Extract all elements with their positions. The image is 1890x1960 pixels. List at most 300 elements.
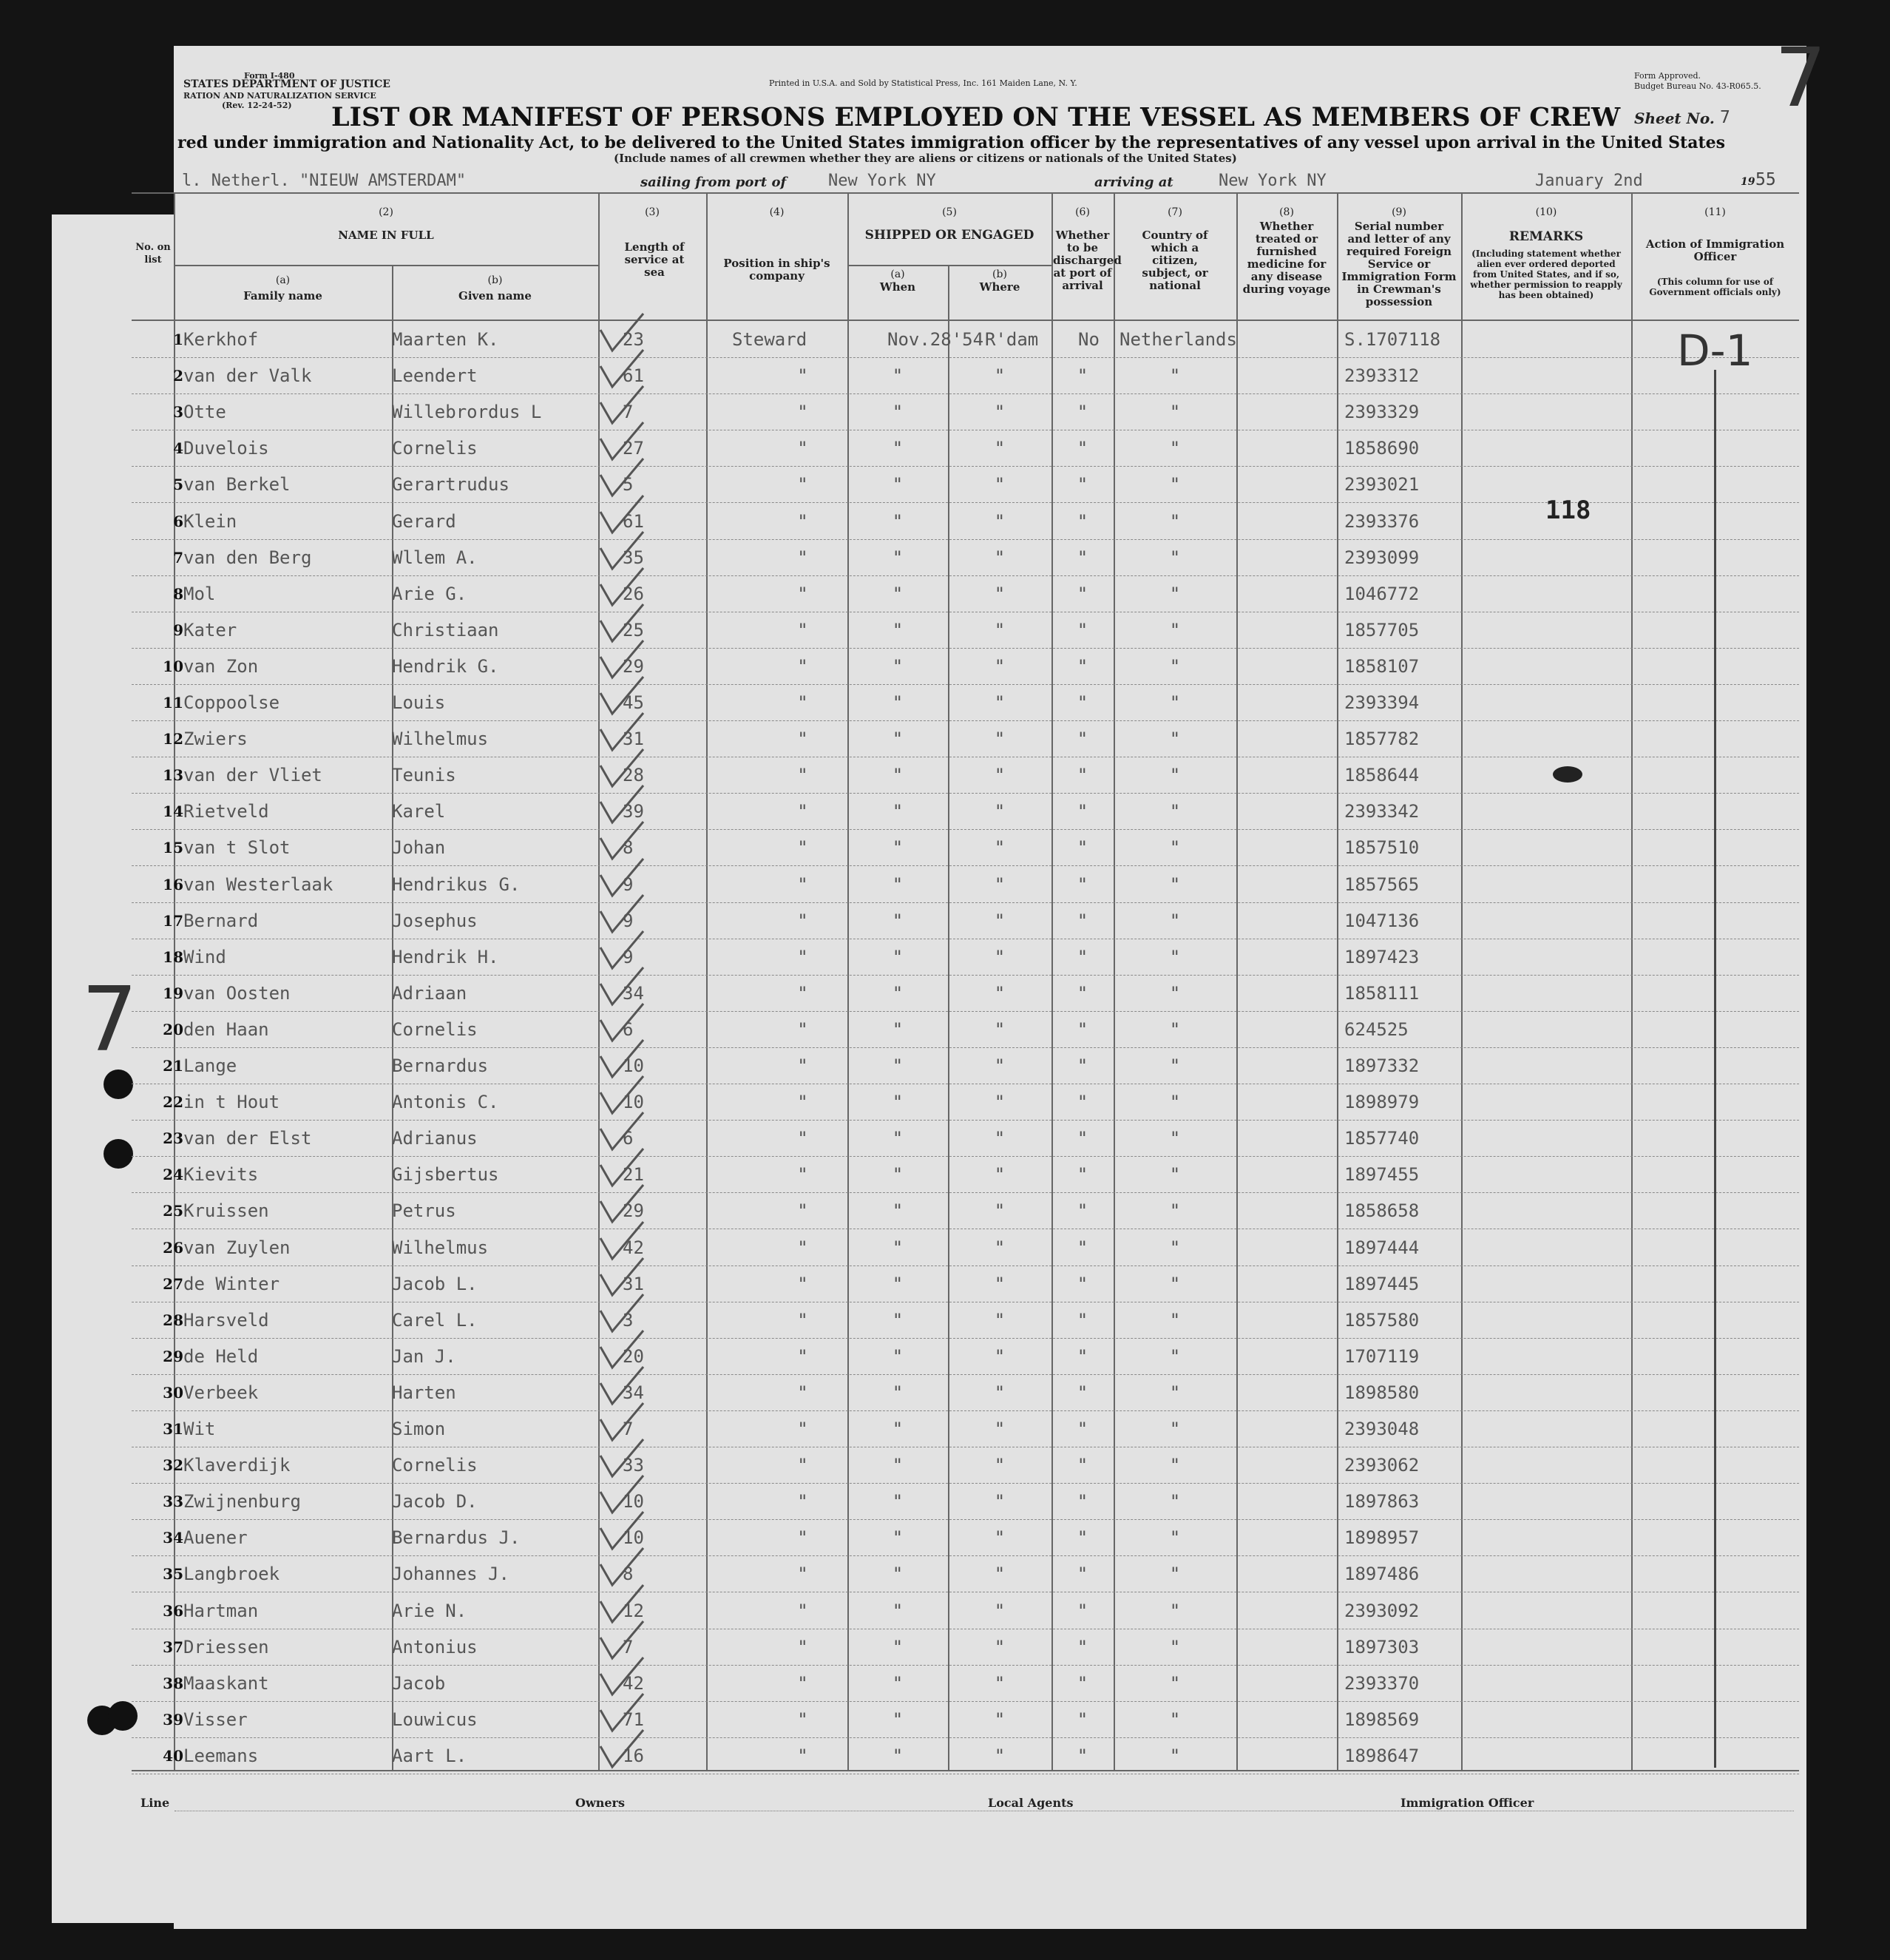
- cell-given-name: Arie N.: [392, 1600, 467, 1621]
- cell-when-engaged: ": [892, 982, 904, 1004]
- cell-given-name: Hendrik G.: [392, 655, 499, 677]
- cell-position: ": [797, 619, 808, 641]
- header-11-num: (11): [1704, 206, 1726, 218]
- cell-service-years: 10: [623, 1491, 644, 1513]
- cell-country: ": [1169, 583, 1181, 604]
- cell-country: ": [1169, 837, 1181, 859]
- cell-discharged: ": [1077, 1345, 1088, 1367]
- cell-discharged: ": [1077, 1200, 1088, 1222]
- cell-where-engaged: ": [994, 619, 1006, 641]
- cell-given-name: Jacob L.: [392, 1273, 478, 1294]
- cell-position: ": [797, 1745, 808, 1766]
- cell-position: ": [797, 1018, 808, 1040]
- header-where: Where: [979, 280, 1020, 294]
- cell-country: ": [1169, 1309, 1181, 1331]
- cell-when-engaged: ": [892, 1200, 904, 1222]
- cell-position: ": [797, 1672, 808, 1694]
- cell-service-years: 12: [623, 1600, 644, 1621]
- cell-service-years: 31: [623, 1273, 644, 1294]
- cell-family-name: Kerkhof: [183, 329, 259, 350]
- cell-position: ": [797, 1636, 808, 1657]
- cell-position: ": [797, 1345, 808, 1367]
- cell-discharged: ": [1077, 402, 1088, 423]
- cell-family-name: van der Valk: [183, 365, 312, 387]
- cell-position: ": [797, 438, 808, 459]
- cell-family-name: Otte: [183, 402, 226, 423]
- cell-position: ": [797, 837, 808, 859]
- cell-position: ": [797, 1455, 808, 1476]
- cell-discharged: ": [1077, 1600, 1088, 1621]
- cell-country: ": [1169, 1636, 1181, 1657]
- cell-row-number: 14: [163, 802, 183, 821]
- cell-row-number: 2: [173, 367, 183, 385]
- cell-serial-number: 1897332: [1344, 1055, 1420, 1076]
- cell-row-number: 24: [163, 1166, 183, 1184]
- cell-when-engaged: Nov.28'54: [887, 329, 984, 350]
- cell-country: ": [1169, 982, 1181, 1004]
- cell-position: ": [797, 801, 808, 822]
- cell-when-engaged: ": [892, 547, 904, 568]
- cell-position: ": [797, 1491, 808, 1513]
- header-country: Country of which a citizen, subject, or national: [1142, 229, 1208, 292]
- cell-where-engaged: ": [994, 547, 1006, 568]
- cell-row-number: 3: [173, 403, 183, 422]
- cell-when-engaged: ": [892, 1491, 904, 1513]
- header-4-number: [706, 206, 847, 219]
- header-given-name: Given name: [458, 289, 532, 303]
- cell-discharged: ": [1077, 474, 1088, 496]
- header-medicine: Whether treated or furnished medicine for any disease during voyage: [1242, 220, 1331, 296]
- cell-where-engaged: ": [994, 1491, 1006, 1513]
- cell-family-name: van Oosten: [183, 982, 291, 1004]
- table-row: [132, 1410, 1799, 1447]
- header-8-number: [1236, 206, 1337, 219]
- cell-where-engaged: ": [994, 1055, 1006, 1076]
- cell-country: ": [1169, 1055, 1181, 1076]
- cell-position: Steward: [732, 329, 807, 350]
- header-5b-num: (b): [992, 268, 1007, 280]
- header-5-num: (5): [942, 206, 957, 218]
- cell-service-years: 42: [623, 1237, 644, 1258]
- arriving-port: New York NY: [1219, 172, 1327, 190]
- cell-country: Netherlands: [1120, 329, 1237, 350]
- cell-serial-number: 1898580: [1344, 1382, 1420, 1403]
- cell-service-years: 10: [623, 1055, 644, 1076]
- cell-when-engaged: ": [892, 910, 904, 931]
- cell-discharged: ": [1077, 1055, 1088, 1076]
- cell-when-engaged: ": [892, 365, 904, 387]
- cell-country: ": [1169, 1128, 1181, 1149]
- cell-position: ": [797, 729, 808, 750]
- cell-discharged: ": [1077, 1491, 1088, 1513]
- cell-service-years: 7: [623, 402, 634, 423]
- cell-discharged: ": [1077, 1745, 1088, 1766]
- cell-given-name: Bernardus: [392, 1055, 489, 1076]
- cell-country: ": [1169, 910, 1181, 931]
- cell-where-engaged: ": [994, 1345, 1006, 1367]
- cell-country: ": [1169, 1164, 1181, 1186]
- table-row: [132, 1047, 1799, 1084]
- cell-when-engaged: ": [892, 1018, 904, 1040]
- header-2a-num: (a): [275, 274, 291, 286]
- cell-row-number: 21: [163, 1057, 183, 1075]
- cell-serial-number: 2393394: [1344, 692, 1420, 713]
- cell-family-name: van Zuylen: [183, 1237, 291, 1258]
- cell-country: ": [1169, 1382, 1181, 1403]
- cell-family-name: van Berkel: [183, 474, 291, 496]
- cell-where-engaged: ": [994, 1309, 1006, 1331]
- cell-serial-number: 1897444: [1344, 1237, 1420, 1258]
- header-5-number: [847, 206, 1051, 219]
- table-row: [132, 1265, 1799, 1302]
- footer-owners: Owners: [575, 1796, 625, 1810]
- cell-serial-number: 2393099: [1344, 547, 1420, 568]
- cell-service-years: 31: [623, 729, 644, 750]
- sheet-number: 7: [1720, 108, 1730, 127]
- header-3-num: (3): [645, 206, 660, 218]
- cell-given-name: Jacob D.: [392, 1491, 478, 1513]
- ink-smudge: [1553, 766, 1582, 783]
- cell-country: ": [1169, 1273, 1181, 1294]
- header-when: When: [879, 280, 916, 294]
- cell-country: ": [1169, 402, 1181, 423]
- cell-position: ": [797, 510, 808, 532]
- cell-family-name: Visser: [183, 1709, 248, 1730]
- cell-serial-number: 1897445: [1344, 1273, 1420, 1294]
- cell-given-name: Antonis C.: [392, 1092, 499, 1113]
- sailing-label: sailing from port of: [640, 175, 787, 190]
- cell-given-name: Hendrikus G.: [392, 873, 521, 895]
- cell-country: ": [1169, 1745, 1181, 1766]
- cell-service-years: 10: [623, 1092, 644, 1113]
- cell-service-years: 7: [623, 1419, 634, 1439]
- cell-family-name: den Haan: [183, 1018, 269, 1040]
- cell-serial-number: 1707119: [1344, 1345, 1420, 1367]
- cell-where-engaged: ": [994, 1200, 1006, 1222]
- cell-country: ": [1169, 510, 1181, 532]
- cell-serial-number: 2393342: [1344, 801, 1420, 822]
- cell-country: ": [1169, 365, 1181, 387]
- cell-given-name: Karel: [392, 801, 446, 822]
- cell-family-name: Duvelois: [183, 438, 269, 459]
- table-row: [132, 793, 1799, 830]
- cell-service-years: 34: [623, 982, 644, 1004]
- cell-when-engaged: ": [892, 1237, 904, 1258]
- cell-given-name: Cornelis: [392, 1455, 478, 1476]
- cell-discharged: ": [1077, 1564, 1088, 1585]
- table-row: [132, 393, 1799, 430]
- table-row: [132, 1120, 1799, 1157]
- cell-row-number: 13: [163, 766, 183, 785]
- cell-service-years: 33: [623, 1455, 644, 1476]
- cell-row-number: 38: [163, 1674, 183, 1692]
- cell-discharged: ": [1077, 1018, 1088, 1040]
- cell-service-years: 9: [623, 910, 634, 931]
- cell-discharged: No: [1078, 329, 1100, 350]
- cell-service-years: 5: [623, 474, 634, 496]
- cell-country: ": [1169, 1564, 1181, 1585]
- form-title: LIST OR MANIFEST OF PERSONS EMPLOYED ON THE VESSEL AS MEMBERS OF CREW: [331, 102, 1621, 132]
- cell-serial-number: 1857705: [1344, 619, 1420, 641]
- cell-position: ": [797, 1600, 808, 1621]
- cell-discharged: ": [1077, 1527, 1088, 1549]
- cell-when-engaged: ": [892, 1273, 904, 1294]
- cell-when-engaged: ": [892, 474, 904, 496]
- header-5b-number: [948, 268, 1051, 281]
- cell-family-name: Hartman: [183, 1600, 259, 1621]
- form-number: Form I-480: [244, 71, 295, 81]
- cell-given-name: Jan J.: [392, 1345, 456, 1367]
- cell-row-number: 40: [163, 1746, 183, 1765]
- cell-position: ": [797, 365, 808, 387]
- header-action-note: (This column for use of Government officials only): [1649, 277, 1781, 297]
- cell-serial-number: 1857740: [1344, 1128, 1420, 1149]
- table-row: [132, 1084, 1799, 1121]
- cell-position: ": [797, 765, 808, 786]
- cell-position: ": [797, 1527, 808, 1549]
- cell-when-engaged: ": [892, 1055, 904, 1076]
- cell-discharged: ": [1077, 1636, 1088, 1657]
- cell-serial-number: 1898647: [1344, 1745, 1420, 1766]
- cell-given-name: Antonius: [392, 1636, 478, 1657]
- service-name: RATION AND NATURALIZATION SERVICE: [183, 91, 376, 101]
- cell-when-engaged: ": [892, 801, 904, 822]
- header-position: Position in ship's company: [723, 257, 830, 283]
- cell-discharged: ": [1077, 729, 1088, 750]
- cell-serial-number: 1857580: [1344, 1309, 1420, 1331]
- cell-when-engaged: ": [892, 583, 904, 604]
- cell-discharged: ": [1077, 1709, 1088, 1730]
- header-10-number: [1461, 206, 1631, 219]
- cell-discharged: ": [1077, 510, 1088, 532]
- cell-family-name: van t Slot: [183, 837, 291, 859]
- cell-family-name: van der Vliet: [183, 765, 322, 786]
- cell-given-name: Wilhelmus: [392, 729, 489, 750]
- table-row: [132, 1156, 1799, 1193]
- cell-given-name: Gerartrudus: [392, 474, 509, 496]
- footer-agents: Local Agents: [988, 1796, 1074, 1810]
- cell-where-engaged: ": [994, 438, 1006, 459]
- cell-service-years: 9: [623, 873, 634, 895]
- cell-discharged: ": [1077, 692, 1088, 713]
- name-subheader-line: [174, 265, 598, 266]
- cell-where-engaged: ": [994, 1128, 1006, 1149]
- cell-when-engaged: ": [892, 1309, 904, 1331]
- cell-row-number: 6: [173, 512, 183, 530]
- cell-serial-number: S.1707118: [1344, 329, 1441, 350]
- cell-discharged: ": [1077, 365, 1088, 387]
- cell-family-name: Wind: [183, 946, 226, 967]
- cell-given-name: Hendrik H.: [392, 946, 499, 967]
- cell-service-years: 29: [623, 655, 644, 677]
- cell-given-name: Willebrordus L: [392, 402, 542, 423]
- cell-where-engaged: ": [994, 1709, 1006, 1730]
- cell-family-name: Auener: [183, 1527, 248, 1549]
- cell-discharged: ": [1077, 1455, 1088, 1476]
- cell-row-number: 15: [163, 839, 183, 857]
- cell-when-engaged: ": [892, 1455, 904, 1476]
- cell-given-name: Teunis: [392, 765, 456, 786]
- header-2a-number: [174, 274, 392, 287]
- cell-serial-number: 1047136: [1344, 910, 1420, 931]
- cell-country: ": [1169, 801, 1181, 822]
- cell-service-years: 71: [623, 1709, 644, 1730]
- cell-when-engaged: ": [892, 1164, 904, 1186]
- cell-service-years: 42: [623, 1672, 644, 1694]
- shipped-subheader-line: [847, 265, 1051, 266]
- cell-row-number: 1: [173, 331, 183, 348]
- cell-row-number: 25: [163, 1202, 183, 1220]
- header-4-num: (4): [769, 206, 785, 218]
- cell-family-name: Zwijnenburg: [183, 1491, 301, 1513]
- form-subtitle: red under immigration and Nationality Act, to be delivered to the United States immigration officer by the representatives of any vessel upon arrival in the United States: [177, 133, 1725, 152]
- cell-given-name: Christiaan: [392, 619, 499, 641]
- cell-service-years: 7: [623, 1636, 634, 1657]
- cell-service-years: 9: [623, 946, 634, 967]
- table-row: [132, 612, 1799, 649]
- cell-family-name: Kater: [183, 619, 237, 641]
- cell-where-engaged: ": [994, 1672, 1006, 1694]
- cell-discharged: ": [1077, 1382, 1088, 1403]
- cell-serial-number: 1898569: [1344, 1709, 1420, 1730]
- cell-position: ": [797, 1164, 808, 1186]
- cell-row-number: 22: [163, 1093, 183, 1112]
- cell-service-years: 6: [623, 1128, 634, 1149]
- cell-serial-number: 2393092: [1344, 1600, 1420, 1621]
- cell-country: ": [1169, 1491, 1181, 1513]
- cell-country: ": [1169, 1345, 1181, 1367]
- cell-country: ": [1169, 1672, 1181, 1694]
- cell-when-engaged: ": [892, 1672, 904, 1694]
- remarks-stamp: 118: [1545, 496, 1591, 525]
- cell-position: ": [797, 474, 808, 496]
- cell-when-engaged: ": [892, 1419, 904, 1439]
- cell-country: ": [1169, 547, 1181, 568]
- cell-serial-number: 1858690: [1344, 438, 1420, 459]
- form-note: (Include names of all crewmen whether they are aliens or citizens or nationals of the United States): [614, 152, 1237, 165]
- cell-where-engaged: ": [994, 729, 1006, 750]
- cell-service-years: 61: [623, 365, 644, 387]
- cell-family-name: de Held: [183, 1345, 259, 1367]
- cell-row-number: 34: [163, 1529, 183, 1547]
- cell-service-years: 10: [623, 1527, 644, 1549]
- cell-when-engaged: ": [892, 946, 904, 967]
- cell-where-engaged: ": [994, 1018, 1006, 1040]
- table-row: [132, 902, 1799, 939]
- cell-serial-number: 2393370: [1344, 1672, 1420, 1694]
- table-row: [132, 939, 1799, 976]
- cell-when-engaged: ": [892, 655, 904, 677]
- cell-family-name: van der Elst: [183, 1128, 312, 1149]
- cell-row-number: 16: [163, 875, 183, 893]
- cell-row-number: 11: [163, 694, 183, 712]
- cell-given-name: Maarten K.: [392, 329, 499, 350]
- cell-country: ": [1169, 946, 1181, 967]
- cell-serial-number: 2393312: [1344, 365, 1420, 387]
- cell-given-name: Petrus: [392, 1200, 456, 1222]
- cell-family-name: van Zon: [183, 655, 259, 677]
- cell-family-name: Lange: [183, 1055, 237, 1076]
- cell-service-years: 29: [623, 1200, 644, 1222]
- cell-discharged: ": [1077, 655, 1088, 677]
- cell-family-name: Rietveld: [183, 801, 269, 822]
- header-7-number: [1114, 206, 1236, 219]
- header-remarks-note: (Including statement whether alien ever ordered deported from United States, and if so, whether permission to reapply has been obtained): [1470, 249, 1622, 300]
- punch-hole: [104, 1069, 133, 1099]
- cell-family-name: Mol: [183, 583, 216, 604]
- cell-row-number: 7: [173, 548, 183, 567]
- cell-position: ": [797, 873, 808, 895]
- cell-row-number: 32: [163, 1456, 183, 1475]
- cell-discharged: ": [1077, 982, 1088, 1004]
- cell-service-years: 8: [623, 837, 634, 859]
- cell-when-engaged: ": [892, 873, 904, 895]
- cell-where-engaged: ": [994, 474, 1006, 496]
- check-mark-icon: [596, 1727, 648, 1771]
- cell-discharged: ": [1077, 873, 1088, 895]
- cell-where-engaged: ": [994, 873, 1006, 895]
- cell-family-name: Harsveld: [183, 1309, 269, 1331]
- table-row: [132, 1665, 1799, 1702]
- cell-when-engaged: ": [892, 1600, 904, 1621]
- cell-when-engaged: ": [892, 1636, 904, 1657]
- arrival-date: January 2nd: [1535, 172, 1643, 190]
- cell-when-engaged: ": [892, 1709, 904, 1730]
- cell-family-name: van den Berg: [183, 547, 312, 568]
- cell-discharged: ": [1077, 1419, 1088, 1439]
- cell-discharged: ": [1077, 946, 1088, 967]
- cell-country: ": [1169, 1237, 1181, 1258]
- header-2b-number: [392, 274, 598, 287]
- cell-given-name: Simon: [392, 1419, 446, 1439]
- cell-service-years: 34: [623, 1382, 644, 1403]
- cell-when-engaged: ": [892, 1128, 904, 1149]
- cell-given-name: Johan: [392, 837, 446, 859]
- header-action: Action of Immigration Officer: [1645, 237, 1785, 263]
- cell-where-engaged: ": [994, 1419, 1006, 1439]
- cell-serial-number: 624525: [1344, 1018, 1409, 1040]
- table-top-border: [132, 192, 1799, 194]
- cell-where-engaged: ": [994, 1455, 1006, 1476]
- cell-when-engaged: ": [892, 1527, 904, 1549]
- cell-serial-number: 1897863: [1344, 1491, 1420, 1513]
- cell-service-years: 16: [623, 1745, 644, 1766]
- cell-row-number: 26: [163, 1238, 183, 1257]
- table-row: [132, 1302, 1799, 1339]
- cell-service-years: 27: [623, 438, 644, 459]
- cell-service-years: 45: [623, 692, 644, 713]
- cell-where-engaged: ": [994, 1636, 1006, 1657]
- cell-country: ": [1169, 1709, 1181, 1730]
- cell-serial-number: 1897423: [1344, 946, 1420, 967]
- cell-given-name: Aart L.: [392, 1745, 467, 1766]
- table-row: [132, 684, 1799, 721]
- cell-family-name: Klaverdijk: [183, 1455, 291, 1476]
- cell-when-engaged: ": [892, 837, 904, 859]
- cell-row-number: 30: [163, 1383, 183, 1402]
- cell-where-engaged: ": [994, 1237, 1006, 1258]
- cell-given-name: Louwicus: [392, 1709, 478, 1730]
- cell-given-name: Louis: [392, 692, 446, 713]
- cell-given-name: Jacob: [392, 1672, 446, 1694]
- cell-given-name: Gijsbertus: [392, 1164, 499, 1186]
- cell-row-number: 5: [173, 476, 183, 494]
- header-shipped-engaged: SHIPPED OR ENGAGED: [864, 228, 1034, 243]
- cell-serial-number: 1858644: [1344, 765, 1420, 786]
- cell-family-name: Driessen: [183, 1636, 269, 1657]
- cell-country: ": [1169, 1092, 1181, 1113]
- cell-position: ": [797, 1055, 808, 1076]
